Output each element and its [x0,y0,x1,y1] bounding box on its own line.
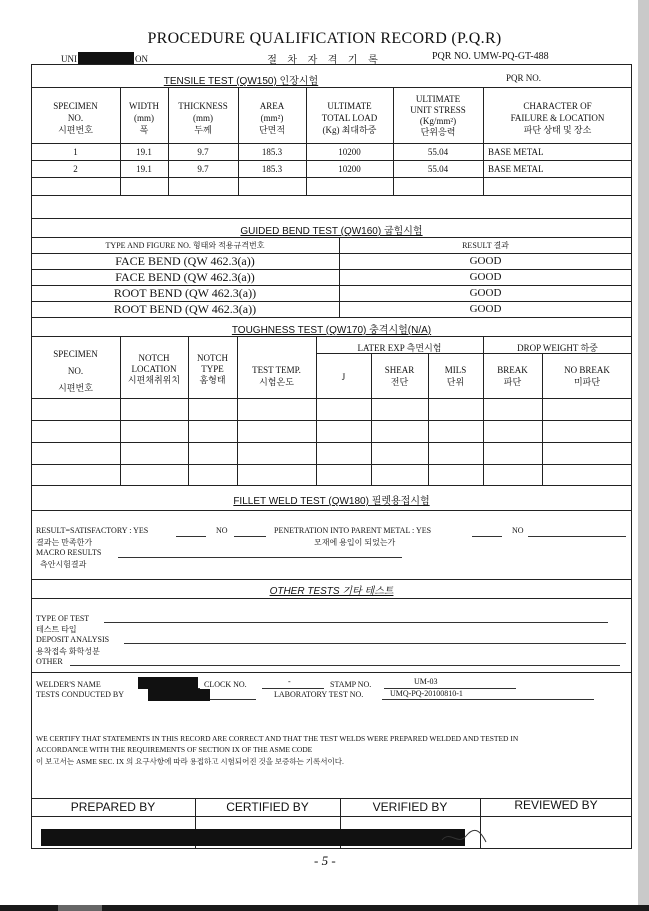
failure-header: CHARACTER OF FAILURE & LOCATION 파단 상태 및 장소 [510,101,605,135]
macro-results-korean: 측안시험결과 [40,560,87,569]
tensile-title: TENSILE TEST (QW150) 인장시험 [163,76,319,87]
mils-header: MILS 단위 [444,365,467,387]
redacted-signatures [41,829,465,846]
j-header: J [341,372,346,382]
thickness-header: THICKNESS (mm) 두께 [178,101,228,135]
test-temp-header: TEST TEMP. 시험온도 [252,365,301,387]
deposit-analysis-korean: 용착접속 화학성분 [36,647,100,656]
welders-name-label: WELDER'S NAME [36,680,101,689]
type-of-test-label: TYPE OF TEST [36,614,90,623]
other-tests-title: OTHER TESTS 기타 테스트 [269,586,394,597]
signature-scribble-icon [440,826,490,848]
tests-conducted-label: TESTS CONDUCTED BY [36,690,125,699]
reviewed-by-label: REVIEWED BY [514,798,598,812]
bend-title: GUIDED BEND TEST (QW160) 굽힘시험 [240,226,423,237]
row2-area: 185.3 [261,164,283,174]
area-header: AREA (mm²) 단면적 [258,101,286,135]
row1-thickness: 9.7 [197,147,209,157]
row1-width: 19.1 [136,147,152,157]
notch-location-header: NOTCH LOCATION 시편채취위치 [127,353,181,385]
bend-result-header: RESULT 결과 [462,241,509,250]
redacted-welder-name [138,677,198,689]
certify-line-3: 이 보고서는 ASME SEC. IX 의 요구사항에 따라 용접하고 시험되어진 것을 보증하는 기록서이다. [36,757,344,766]
bend-row2-result: GOOD [469,271,502,283]
bend-row2-type: FACE BEND (QW 462.3(a)) [115,270,255,284]
row2-specimen: 2 [73,164,78,174]
later-exp-header: LATER EXP 측면시험 [357,343,442,353]
row1-area: 185.3 [261,147,283,157]
bend-row4-result: GOOD [469,303,502,315]
bend-row3-result: GOOD [469,287,502,299]
row2-stress: 55.04 [427,164,449,174]
bend-row1-result: GOOD [469,255,502,267]
row1-failure: BASE METAL [488,147,544,157]
break-header: BREAK 파단 [497,365,528,387]
stamp-no-value: UM-03 [414,677,438,686]
bend-row4-type: ROOT BEND (QW 462.3(a)) [113,302,257,316]
type-of-test-korean: 테스트 타입 [36,625,77,634]
fillet-result-label: RESULT=SATISFACTORY : YES [36,526,149,535]
notch-type-header: NOTCH TYPE 홈형태 [197,353,228,385]
fillet-no-label: NO [216,526,228,535]
scan-edge [638,0,649,911]
lab-test-no-label: LABORATORY TEST NO. [274,690,364,699]
tensile-pqr-label: PQR NO. [506,73,542,83]
bend-type-header: TYPE AND FIGURE NO. 형태와 적용규격번호 [105,241,265,250]
redacted-tester-name [148,689,210,701]
fillet-result-korean: 결과는 만족한가 [36,538,93,547]
korean-subtitle: 절 차 자 격 기 록 [267,55,382,66]
scan-bottom-bar [0,905,649,911]
page-number: - 5 - [314,853,336,868]
penetration-no-label: NO [512,526,524,535]
pqr-number: PQR NO. UMW-PQ-GT-488 [432,51,549,62]
fillet-title: FILLET WELD TEST (QW180) 필렛용접시험 [233,496,430,507]
penetration-label: PENETRATION INTO PARENT METAL : YES [274,526,432,535]
drop-weight-header: DROP WEIGHT 하중 [517,343,598,353]
lab-test-no-value: UMQ-PQ-20100810-1 [390,689,463,698]
row1-stress: 55.04 [427,147,449,157]
tough-specimen-header: SPECIMEN NO. 시편번호 [53,349,98,393]
penetration-korean: 모재에 용입이 되었는가 [314,538,396,547]
prepared-by-label: PREPARED BY [70,800,156,814]
specimen-header: SPECIMEN NO. 시편번호 [53,101,98,135]
certify-line-1: WE CERTIFY THAT STATEMENTS IN THIS RECORD ARE CORRECT AND THAT THE TEST WELDS WERE PREPARED WELDED AND TESTED IN [36,734,519,743]
shear-header: SHEAR 전단 [384,365,415,387]
no-break-header: NO BREAK 미파단 [564,365,610,387]
divider [31,87,632,88]
width-header: WIDTH (mm) 폭 [129,101,159,135]
toughness-title: TOUGHNESS TEST (QW170) 충격시험(N/A) [231,325,432,336]
certify-line-2: ACCORDANCE WITH THE REQUIREMENTS OF SECTION IX OF THE ASME CODE [36,745,313,754]
document-title: PROCEDURE QUALIFICATION RECORD (P.Q.R) [147,30,502,47]
other-label: OTHER [36,657,63,666]
union-label: UNI ON [61,54,148,64]
clock-no-label: CLOCK NO. [204,680,247,689]
stamp-no-label: STAMP NO. [330,680,372,689]
row2-load: 10200 [338,164,361,174]
row2-width: 19.1 [136,164,152,174]
row1-specimen: 1 [73,147,78,157]
verified-by-label: VERIFIED BY [372,800,448,814]
row2-thickness: 9.7 [197,164,209,174]
macro-results-label: MACRO RESULTS [36,548,102,557]
bend-row3-type: ROOT BEND (QW 462.3(a)) [113,286,257,300]
clock-no-value: - [288,677,291,686]
stress-header: ULTIMATE UNIT STRESS (Kg/mm²) 단위응력 [410,94,466,137]
bend-row1-type: FACE BEND (QW 462.3(a)) [115,254,255,268]
certified-by-label: CERTIFIED BY [226,800,309,814]
row1-load: 10200 [338,147,361,157]
deposit-analysis-label: DEPOSIT ANALYSIS [36,635,110,644]
row2-failure: BASE METAL [488,164,544,174]
load-header: ULTIMATE TOTAL LOAD (Kg) 최대하중 [321,101,378,135]
